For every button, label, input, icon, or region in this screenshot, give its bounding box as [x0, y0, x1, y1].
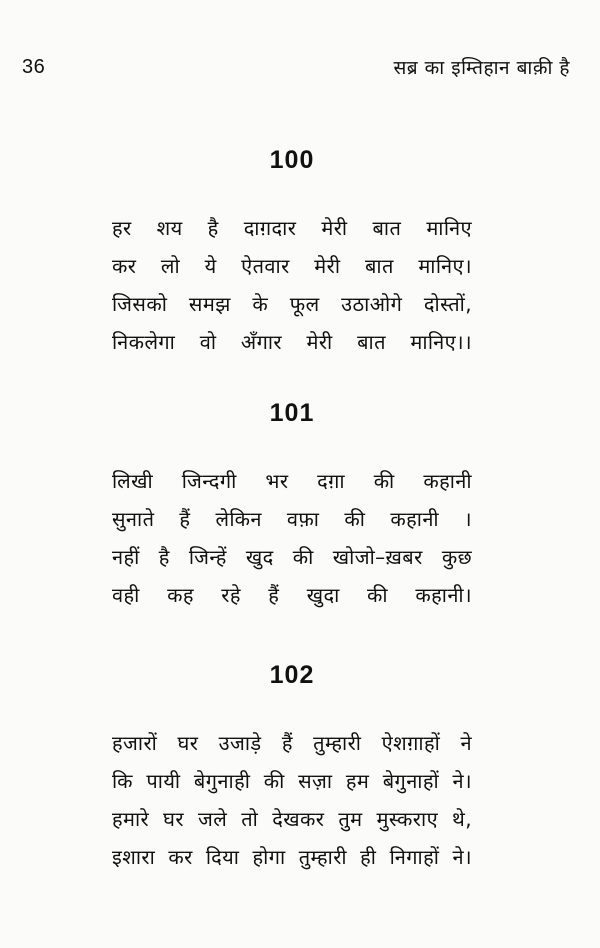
poem-verses — [112, 209, 472, 361]
poem-number: 100 — [269, 146, 315, 174]
verse-line: कर लो ये ऐतवार मेरी बात मानिए। — [112, 254, 472, 278]
verse-line: निकलेगा वो अँगार मेरी बात मानिए।। — [112, 330, 472, 354]
running-title: सब्र का इम्तिहान बाक़ी है — [393, 57, 570, 79]
poem-number: 102 — [269, 661, 315, 689]
verse-line: वही कह रहे हैं खुदा की कहानी। — [112, 583, 472, 607]
verse-line: हजारों घर उजाड़े हैं तुम्हारी ऐशग़ाहों ने — [112, 731, 472, 755]
poem-number: 101 — [269, 399, 315, 427]
poem-102 — [112, 660, 472, 876]
poem-verses — [112, 462, 472, 614]
poem-101 — [112, 398, 472, 614]
verse-line: हमारे घर जले तो देखकर तुम मुस्कराए थे, — [112, 807, 472, 831]
page-number: 36 — [22, 56, 46, 78]
verse-line: नहीं है जिन्हें खुद की खोजो–ख़बर कुछ — [112, 545, 472, 569]
verse-line: इशारा कर दिया होगा तुम्हारी ही निगाहों ने। — [112, 845, 472, 869]
poem-verses — [112, 724, 472, 876]
verse-line: लिखी जिन्दगी भर दग़ा की कहानी — [112, 469, 472, 493]
verse-line: जिसको समझ के फूल उठाओगे दोस्तों, — [112, 292, 472, 316]
verse-line: कि पायी बेगुनाही की सज़ा हम बेगुनाहों ने। — [112, 769, 472, 793]
verse-line: हर शय है दाग़दार मेरी बात मानिए — [112, 216, 472, 240]
verse-line: सुनाते हैं लेकिन वफ़ा की कहानी । — [112, 507, 472, 531]
poem-100 — [112, 145, 472, 361]
